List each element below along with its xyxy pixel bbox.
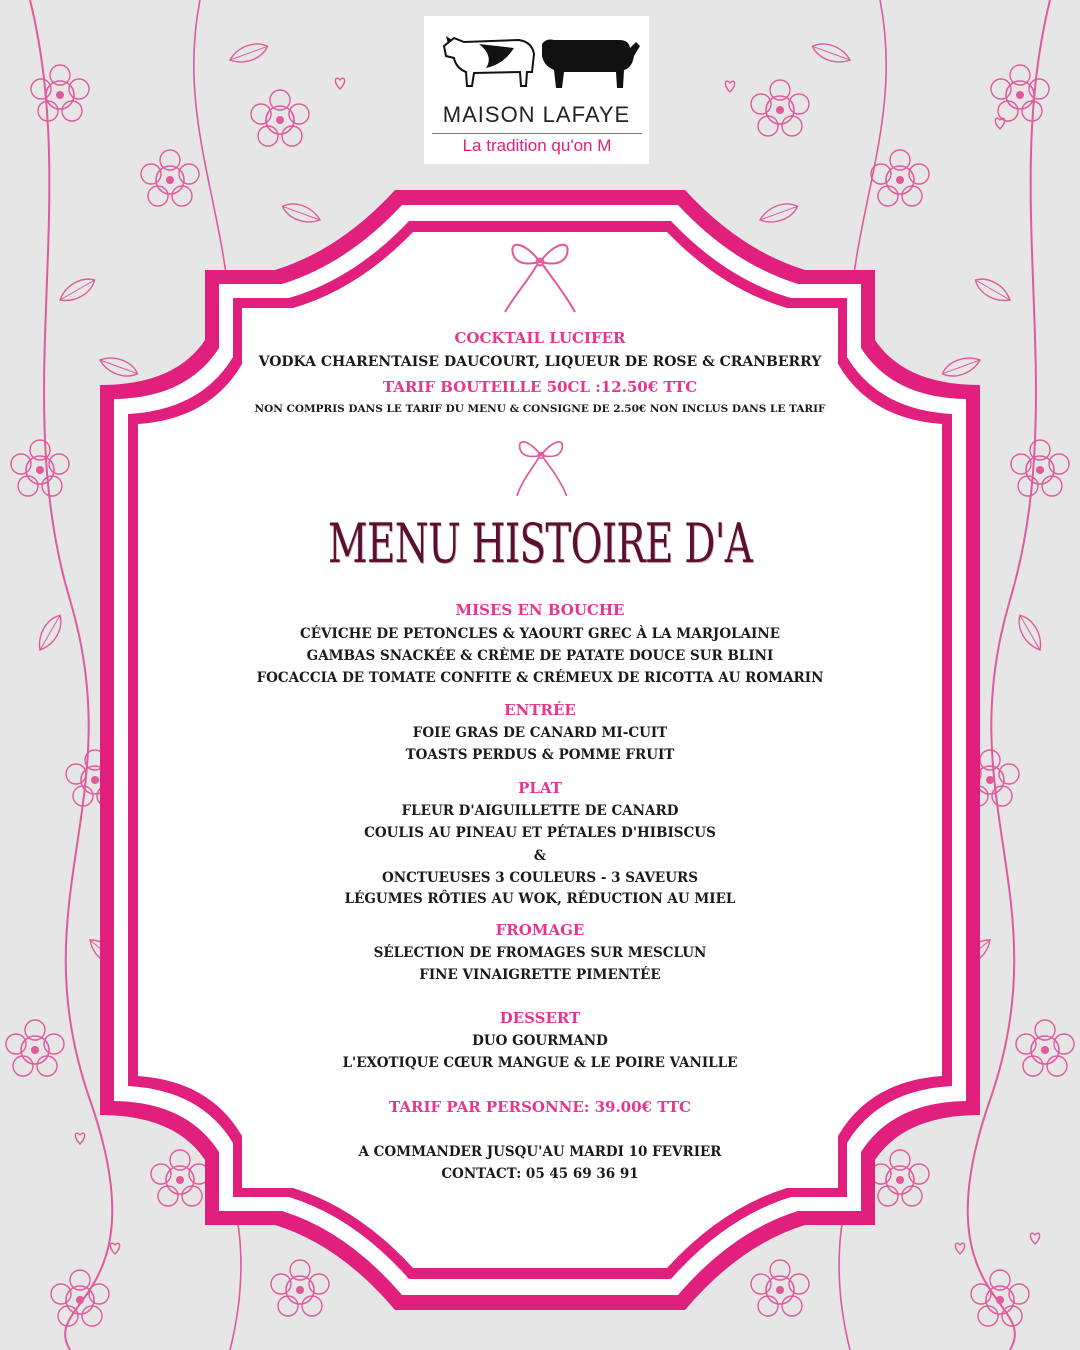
section-heading-fromage: FROMAGE xyxy=(495,921,585,939)
menu-item: DUO GOURMAND xyxy=(472,1033,608,1049)
menu-item: L'EXOTIQUE CŒUR MANGUE & LE POIRE VANILLE xyxy=(342,1055,738,1071)
menu-title: MENU HISTOIRE D'A xyxy=(327,512,753,575)
menu-item: CÉVICHE DE PETONCLES & YAOURT GREC À LA MARJOLAINE xyxy=(300,626,780,642)
menu-item: GAMBAS SNACKÉE & CRÈME DE PATATE DOUCE SUR BLINI xyxy=(306,648,774,664)
brand-name: MAISON LAFAYE xyxy=(442,102,631,127)
brand-tagline: La tradition qu'on M xyxy=(432,133,642,156)
menu-item: ONCTUEUSES 3 COULEURS - 3 SAVEURS xyxy=(382,870,698,886)
section-heading-plat: PLAT xyxy=(518,779,562,797)
menu-item: FLEUR D'AIGUILLETTE DE CANARD xyxy=(401,803,679,819)
price-per-person: TARIF PAR PERSONNE: 39.00€ TTC xyxy=(389,1098,691,1116)
menu-item: FOCACCIA DE TOMATE CONFITE & CRÉMEUX DE RICOTTA AU ROMARIN xyxy=(256,670,824,686)
menu-item: & xyxy=(533,848,547,864)
section-heading-entree: ENTRÉE xyxy=(504,701,576,719)
cocktail-price: TARIF BOUTEILLE 50CL :12.50€ TTC xyxy=(382,378,698,396)
menu-item: FOIE GRAS DE CANARD MI-CUIT xyxy=(412,725,668,741)
cocktail-note: NON COMPRIS DANS LE TARIF DU MENU & CONSIGNE DE 2.50€ NON INCLUS DANS LE TARIF xyxy=(254,403,826,415)
menu-item: COULIS AU PINEAU ET PÉTALES D'HIBISCUS xyxy=(364,825,716,841)
section-heading-mises-en-bouche: MISES EN BOUCHE xyxy=(455,601,625,619)
menu-item: LÉGUMES RÔTIES AU WOK, RÉDUCTION AU MIEL xyxy=(344,891,736,907)
cocktail-description: VODKA CHARENTAISE DAUCOURT, LIQUEUR DE ROSE & CRANBERRY xyxy=(258,354,822,370)
order-deadline: A COMMANDER JUSQU'AU MARDI 10 FEVRIER xyxy=(358,1144,722,1160)
order-contact: CONTACT: 05 45 69 36 91 xyxy=(441,1166,639,1182)
menu-item: SÉLECTION DE FROMAGES SUR MESCLUN xyxy=(373,945,707,961)
menu-item: FINE VINAIGRETTE PIMENTÉE xyxy=(419,967,661,983)
cocktail-name: COCKTAIL LUCIFER xyxy=(454,329,626,347)
section-heading-dessert: DESSERT xyxy=(499,1009,581,1027)
menu-item: TOASTS PERDUS & POMME FRUIT xyxy=(405,747,675,763)
